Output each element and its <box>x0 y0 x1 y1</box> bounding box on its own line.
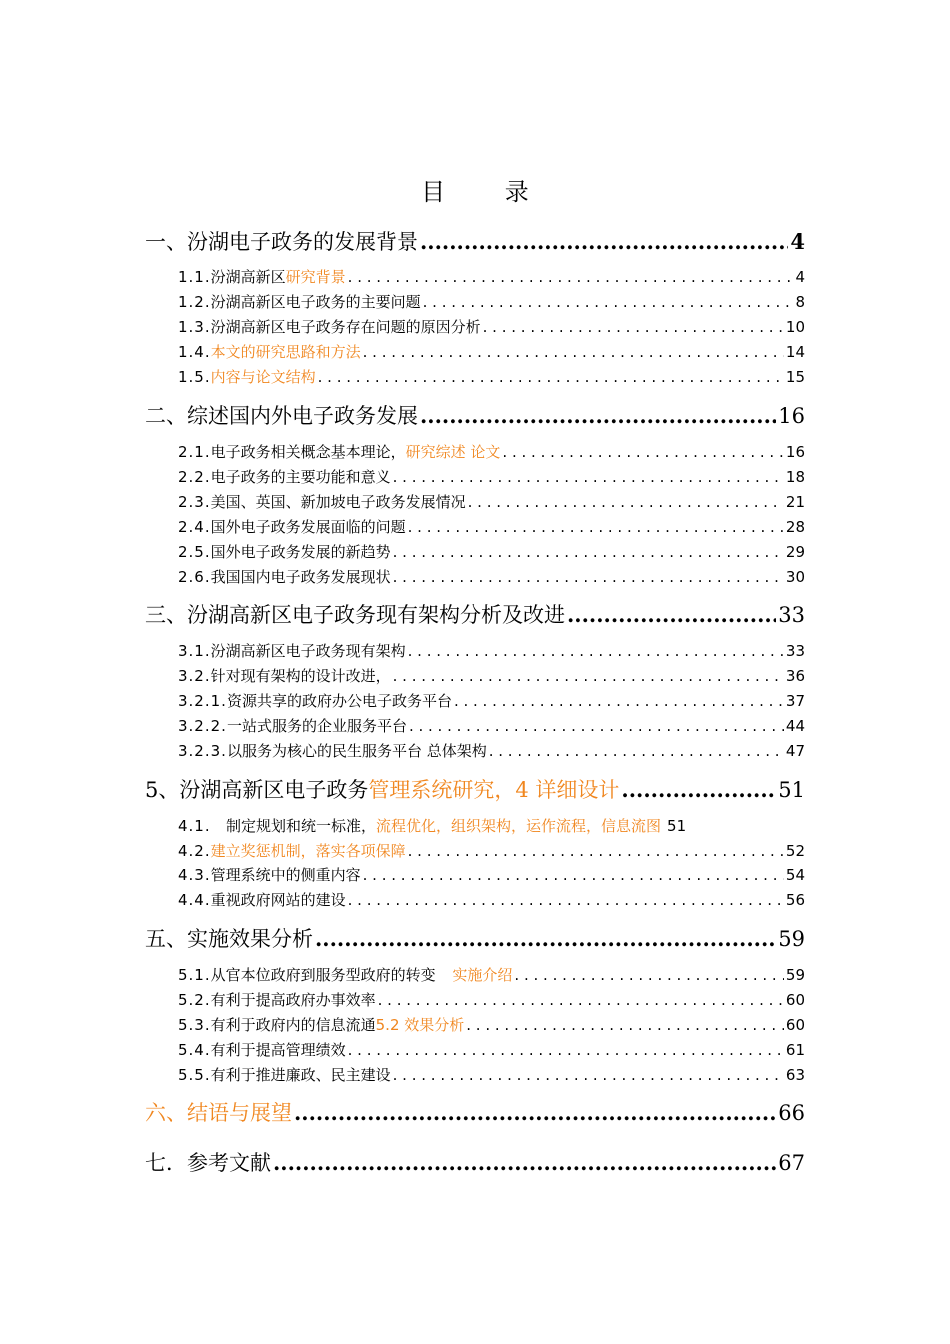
toc-section-2-5[interactable] <box>145 541 805 563</box>
section-number: 1.2. <box>178 293 211 311</box>
leader-dots <box>454 692 784 710</box>
toc-section-4-3[interactable] <box>145 864 805 886</box>
leader-dots <box>408 518 784 536</box>
section-title: 重视政府网站的建设 <box>210 891 346 909</box>
page-number: 51 <box>667 817 687 835</box>
toc-section-2-3[interactable] <box>145 491 805 513</box>
section-number: 5.4. <box>178 1041 211 1059</box>
leader-dots <box>408 642 784 660</box>
page-number: 36 <box>785 667 805 685</box>
page-number: 16 <box>785 443 805 461</box>
leader-dots <box>408 842 784 860</box>
section-title: 有利于提高政府办事效率 <box>210 991 376 1009</box>
page-number: 14 <box>785 343 805 361</box>
toc-section-4-1[interactable] <box>145 815 805 837</box>
section-title: 电子政务的主要功能和意义 <box>210 468 391 486</box>
leader-dots <box>468 493 784 511</box>
page-number: 4 <box>790 229 805 254</box>
page-number: 59 <box>785 966 805 984</box>
section-number: 4.4. <box>178 891 211 909</box>
page-number: 28 <box>785 518 805 536</box>
leader-dots <box>273 1150 776 1175</box>
page-number: 52 <box>785 842 805 860</box>
leader-dots <box>420 229 788 254</box>
leader-dots <box>393 568 784 586</box>
section-number: 3.2.1. <box>178 692 227 710</box>
page-number: 67 <box>778 1151 805 1175</box>
page-number: 66 <box>778 1101 805 1125</box>
page-number: 51 <box>778 778 805 802</box>
section-number: 2.6. <box>178 568 211 586</box>
toc-section-2-1[interactable] <box>145 441 805 463</box>
chapter-title: 三、汾湖高新区电子政务现有架构分析及改进 <box>145 603 565 627</box>
leader-dots <box>489 742 784 760</box>
toc-section-3-2[interactable] <box>145 665 805 687</box>
page-number: 44 <box>785 717 805 735</box>
toc-section-3-2-1[interactable] <box>145 690 805 712</box>
section-title: 有利于提高管理绩效 <box>210 1041 346 1059</box>
section-number: 1.4. <box>178 343 211 361</box>
leader-dots <box>514 966 783 984</box>
page-number: 33 <box>785 642 805 660</box>
leader-dots <box>393 468 784 486</box>
section-number: 4.3. <box>178 866 211 884</box>
toc-chapter-3[interactable] <box>145 599 805 629</box>
toc-section-5-3[interactable] <box>145 1014 805 1036</box>
section-title: 一站式服务的企业服务平台 <box>226 717 407 735</box>
section-title: 国外电子政务发展面临的问题 <box>210 518 406 536</box>
section-number: 1.3. <box>178 318 211 336</box>
toc-section-5-4[interactable] <box>145 1039 805 1061</box>
page-number: 4 <box>795 268 805 286</box>
section-number: 5.1. <box>178 966 211 984</box>
section-title: 从官本位政府到服务型政府的转变 <box>210 966 441 984</box>
chapter-highlight: 六、结语与展望 <box>145 1101 292 1125</box>
toc-chapter-7[interactable] <box>145 1147 805 1177</box>
page-number: 59 <box>778 927 805 951</box>
toc-section-1-5[interactable] <box>145 366 805 388</box>
toc-section-3-2-3[interactable] <box>145 740 805 762</box>
toc-chapter-1[interactable] <box>145 226 805 256</box>
section-number: 5.3. <box>178 1016 211 1034</box>
page-number: 54 <box>785 866 805 884</box>
page-number: 10 <box>785 318 805 336</box>
leader-dots <box>567 602 776 627</box>
toc-section-3-1[interactable] <box>145 640 805 662</box>
section-title: 汾湖高新区电子政务现有架构 <box>210 642 406 660</box>
section-title: 制定规划和统一标准， <box>226 817 377 835</box>
leader-dots <box>363 343 784 361</box>
section-number: 2.4. <box>178 518 211 536</box>
toc-section-1-4[interactable] <box>145 341 805 363</box>
section-number: 3.1. <box>178 642 211 660</box>
leader-dots <box>294 1100 776 1125</box>
section-number: 2.5. <box>178 543 211 561</box>
toc-chapter-4[interactable] <box>145 774 805 804</box>
section-highlight: 流程优化，组织架构，运作流程，信息流图 <box>376 817 662 835</box>
toc-section-1-2[interactable] <box>145 291 805 313</box>
page-number: 60 <box>785 1016 805 1034</box>
section-number: 4.1. <box>178 817 211 835</box>
section-title: 有利于政府内的信息流通 <box>210 1016 376 1034</box>
toc-chapter-5[interactable] <box>145 923 805 953</box>
section-title: 汾湖高新区 <box>210 268 286 286</box>
section-number: 5.5. <box>178 1066 211 1084</box>
section-title: 管理系统中的侧重内容 <box>210 866 361 884</box>
section-highlight: 研究综述 论文 <box>405 443 501 461</box>
page-number: 60 <box>785 991 805 1009</box>
section-highlight: 研究背景 <box>285 268 346 286</box>
leader-dots <box>378 991 784 1009</box>
section-title: 汾湖高新区电子政务存在问题的原因分析 <box>210 318 481 336</box>
leader-dots <box>393 667 784 685</box>
toc-section-2-2[interactable] <box>145 466 805 488</box>
toc-title: 目 录 <box>421 178 555 206</box>
leader-dots <box>315 926 776 951</box>
toc-section-5-1[interactable] <box>145 964 805 986</box>
section-number: 2.3. <box>178 493 211 511</box>
page-number: 61 <box>785 1041 805 1059</box>
section-number: 1.1. <box>178 268 211 286</box>
leader-dots <box>348 1041 784 1059</box>
toc-section-3-2-2[interactable] <box>145 715 805 737</box>
page-number: 18 <box>785 468 805 486</box>
chapter-highlight: 管理系统研究，4 详细设计 <box>368 778 620 802</box>
toc-chapter-6[interactable] <box>145 1097 805 1127</box>
page-number: 21 <box>785 493 805 511</box>
toc-section-1-3[interactable] <box>145 316 805 338</box>
leader-dots <box>393 543 784 561</box>
section-title: 针对现有架构的设计改进， <box>210 667 391 685</box>
toc-section-5-5[interactable] <box>145 1064 805 1086</box>
section-title: 以服务为核心的民生服务平台 总体架构 <box>226 742 487 760</box>
leader-dots <box>621 777 776 802</box>
leader-dots <box>502 443 783 461</box>
leader-dots <box>393 1066 784 1084</box>
leader-dots <box>420 403 776 428</box>
section-title: 我国国内电子政务发展现状 <box>210 568 391 586</box>
section-number: 3.2. <box>178 667 211 685</box>
leader-dots <box>318 368 784 386</box>
page-number: 56 <box>785 891 805 909</box>
section-title: 有利于推进廉政、民主建设 <box>210 1066 391 1084</box>
section-title: 美国、英国、新加坡电子政务发展情况 <box>210 493 466 511</box>
section-number: 2.2. <box>178 468 211 486</box>
section-number: 2.1. <box>178 443 211 461</box>
chapter-title: 七．参考文献 <box>145 1151 271 1175</box>
chapter-title: 5、汾湖高新区电子政务 <box>145 778 369 802</box>
page-number: 47 <box>785 742 805 760</box>
section-number: 1.5. <box>178 368 211 386</box>
section-highlight: 建立奖惩机制，落实各项保障 <box>210 842 406 860</box>
section-number: 5.2. <box>178 991 211 1009</box>
section-title: 电子政务相关概念基本理论， <box>210 443 406 461</box>
chapter-title: 二、综述国内外电子政务发展 <box>145 404 418 428</box>
page-number: 15 <box>785 368 805 386</box>
section-number: 4.2. <box>178 842 211 860</box>
leader-dots <box>409 717 784 735</box>
toc-section-1-1[interactable] <box>145 266 805 288</box>
page-number: 8 <box>795 293 805 311</box>
toc-section-4-4[interactable] <box>145 889 805 911</box>
leader-dots <box>348 268 794 286</box>
page-number: 16 <box>778 404 805 428</box>
section-title: 国外电子政务发展的新趋势 <box>210 543 391 561</box>
page-number: 37 <box>785 692 805 710</box>
page-number: 63 <box>785 1066 805 1084</box>
leader-dots <box>466 1016 784 1034</box>
toc-section-5-2[interactable] <box>145 989 805 1011</box>
section-number: 3.2.3. <box>178 742 227 760</box>
section-highlight: 本文的研究思路和方法 <box>210 343 361 361</box>
leader-dots <box>423 293 794 311</box>
leader-dots <box>483 318 784 336</box>
page-number: 30 <box>785 568 805 586</box>
section-title: 汾湖高新区电子政务的主要问题 <box>210 293 421 311</box>
chapter-title: 一、汾湖电子政务的发展背景 <box>145 230 418 254</box>
section-highlight: 内容与论文结构 <box>210 368 316 386</box>
section-title: 资源共享的政府办公电子政务平台 <box>226 692 452 710</box>
toc-section-4-2[interactable] <box>145 840 805 862</box>
toc-section-2-4[interactable] <box>145 516 805 538</box>
page-number: 33 <box>778 603 805 627</box>
section-highlight: 实施介绍 <box>452 966 513 984</box>
toc-section-2-6[interactable] <box>145 566 805 588</box>
leader-dots <box>348 891 784 909</box>
section-number: 3.2.2. <box>178 717 227 735</box>
toc-chapter-2[interactable] <box>145 400 805 430</box>
section-highlight: 5.2 效果分析 <box>375 1016 465 1034</box>
leader-dots <box>363 866 784 884</box>
chapter-title: 五、实施效果分析 <box>145 927 313 951</box>
page-number: 29 <box>785 543 805 561</box>
